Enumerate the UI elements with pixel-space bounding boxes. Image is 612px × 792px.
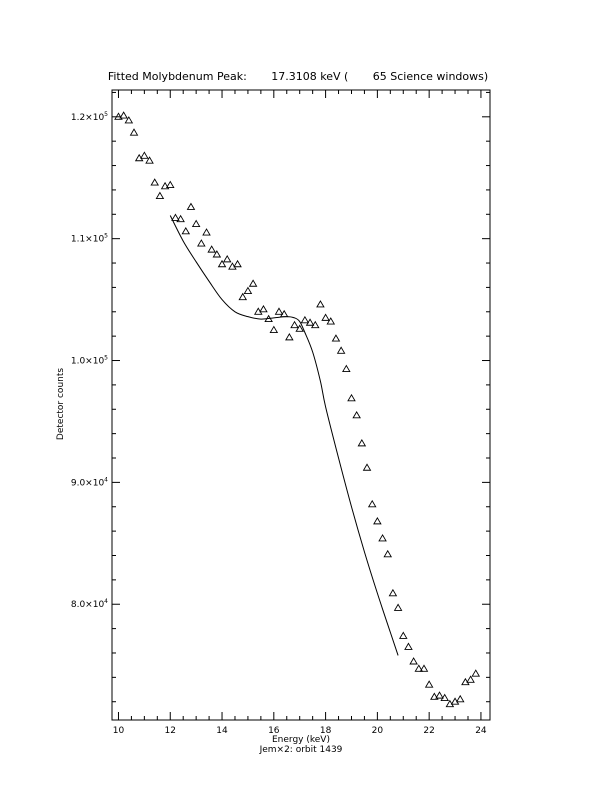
data-point — [151, 179, 158, 185]
data-point — [198, 240, 205, 246]
data-point — [291, 322, 298, 328]
data-point — [208, 246, 215, 252]
data-point — [348, 395, 355, 401]
data-point — [472, 670, 479, 676]
footer-label: Jem×2: orbit 1439 — [259, 745, 343, 755]
y-tick-label: $8.0\times 10^4$ — [70, 598, 108, 611]
x-tick-label: 12 — [164, 726, 176, 736]
data-point — [270, 327, 277, 333]
data-point — [301, 317, 308, 323]
data-point — [260, 306, 267, 312]
data-point — [358, 440, 365, 446]
data-point — [286, 334, 293, 340]
x-tick-label: 10 — [112, 726, 125, 736]
data-point — [250, 280, 257, 286]
data-point — [332, 335, 339, 341]
data-point — [405, 643, 412, 649]
data-point — [187, 203, 194, 209]
data-point — [317, 301, 324, 307]
data-point — [374, 518, 381, 524]
y-axis-label: Detector counts — [56, 367, 66, 441]
data-point — [467, 676, 474, 682]
data-point — [353, 412, 360, 418]
x-tick-label: 24 — [475, 726, 487, 736]
data-point — [141, 152, 148, 158]
x-tick-label: 16 — [268, 726, 280, 736]
data-point — [224, 256, 231, 262]
data-point — [193, 221, 200, 227]
fit-curve — [170, 216, 398, 656]
data-point — [275, 308, 282, 314]
x-axis-label: Energy (keV) — [272, 735, 330, 745]
data-point — [338, 347, 345, 353]
data-point — [364, 464, 371, 470]
data-point — [203, 229, 210, 235]
data-point — [379, 535, 386, 541]
data-point — [322, 314, 329, 320]
data-point — [369, 501, 376, 507]
fit-curve-line — [170, 216, 398, 656]
data-point — [400, 632, 407, 638]
y-tick-label: $1.0\times 10^5$ — [70, 354, 108, 367]
data-point — [384, 551, 391, 557]
data-point — [156, 193, 163, 199]
data-point — [131, 129, 138, 135]
data-point — [343, 366, 350, 372]
y-tick-labels — [71, 111, 108, 610]
data-point — [389, 590, 396, 596]
chart-title: Fitted Molybdenum Peak: 17.3108 keV ( 65 Science windows) — [107, 70, 489, 83]
data-point — [244, 288, 251, 294]
data-point — [182, 228, 189, 234]
x-tick-label: 14 — [216, 726, 228, 736]
data-point — [410, 658, 417, 664]
data-point — [395, 604, 402, 610]
y-tick-label: $1.2\times 10^5$ — [70, 110, 108, 123]
x-tick-label: 20 — [371, 726, 384, 736]
data-point — [426, 681, 433, 687]
x-tick-label: 18 — [319, 726, 332, 736]
data-point — [457, 696, 464, 702]
data-point — [234, 261, 241, 267]
y-tick-label: $9.0\times 10^4$ — [70, 476, 108, 489]
x-tick-label: 22 — [423, 726, 435, 736]
data-point — [239, 294, 246, 300]
y-tick-label: $1.1\times 10^5$ — [70, 232, 108, 245]
data-markers — [115, 112, 479, 707]
